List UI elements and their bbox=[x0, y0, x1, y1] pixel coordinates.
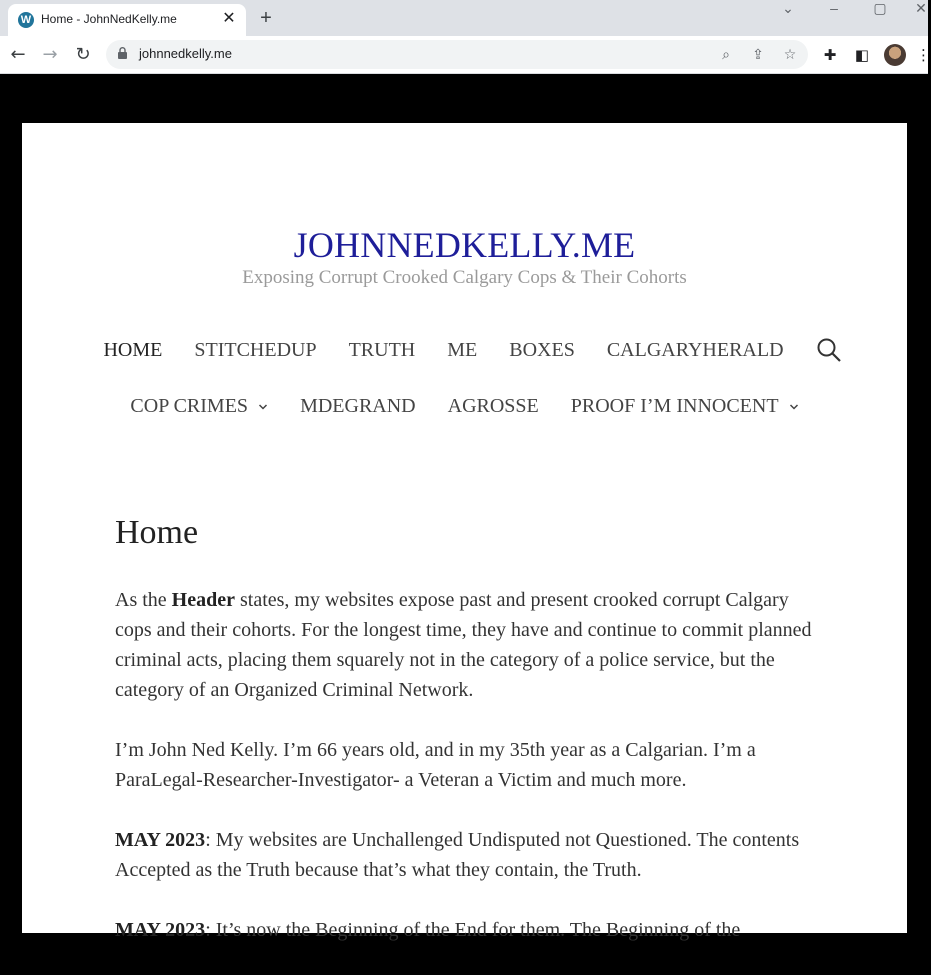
paragraph-about: I’m John Ned Kelly. I’m 66 years old, and in my 35th year as a Calgarian. I’m a ParaLegal-Researcher-Investigator- a Veteran a Victim and much more. bbox=[115, 739, 756, 791]
menu-item-home[interactable]: HOME bbox=[103, 338, 163, 361]
site-tagline: Exposing Corrupt Crooked Calgary Cops & Their Cohorts bbox=[242, 267, 687, 288]
wordpress-favicon-icon: W bbox=[18, 12, 34, 28]
menu-item-label: PROOF I’M INNOCENT bbox=[570, 395, 779, 417]
new-tab-icon[interactable]: + bbox=[260, 7, 272, 29]
tab-close-icon[interactable]: ✕ bbox=[222, 10, 236, 27]
menu-item-agrosse[interactable]: AGROSSE bbox=[447, 395, 539, 417]
menu-item-calgaryherald[interactable]: CALGARYHERALD bbox=[606, 338, 784, 361]
browser-toolbar bbox=[0, 36, 931, 74]
minimize-icon[interactable]: – bbox=[830, 0, 838, 16]
search-icon[interactable] bbox=[816, 337, 842, 363]
page-container bbox=[22, 123, 907, 941]
profile-avatar[interactable] bbox=[884, 44, 906, 66]
side-panel-icon[interactable]: ◧ bbox=[854, 46, 870, 64]
paragraph-intro: As the Header states, my websites expose past and present crooked corrupt Calgary cops and their cohorts. For the longest time, they have and continue to commit planned criminal acts, placing them squarely not in the category of a police service, but the category of an Organized Criminal Network. bbox=[115, 589, 812, 701]
menu-item-mdegrand[interactable]: MDEGRAND bbox=[300, 395, 416, 417]
address-bar[interactable] bbox=[106, 40, 808, 69]
chevron-down-icon bbox=[258, 402, 268, 412]
forward-icon[interactable]: → bbox=[42, 44, 58, 65]
back-icon[interactable]: ← bbox=[10, 44, 26, 65]
menu-item-truth[interactable]: TRUTH bbox=[348, 338, 416, 361]
page-title: Home bbox=[115, 514, 199, 551]
primary-menu-row-2 bbox=[22, 395, 907, 418]
chevron-down-icon bbox=[789, 402, 799, 412]
close-window-icon[interactable]: ✕ bbox=[915, 0, 927, 16]
maximize-icon[interactable]: ▢ bbox=[873, 0, 887, 16]
share-icon[interactable]: ⇪ bbox=[752, 47, 764, 63]
paragraph-may-2023-a: MAY 2023: My websites are Unchallenged Undisputed not Questioned. The contents Accepted as the Truth because that’s what they contain, the Truth. bbox=[115, 829, 800, 881]
url-text[interactable]: johnnedkelly.me bbox=[139, 46, 232, 61]
main-content bbox=[115, 511, 825, 975]
menu-item-cop-crimes[interactable] bbox=[130, 395, 268, 418]
extensions-puzzle-icon[interactable]: ✚ bbox=[823, 46, 837, 64]
primary-menu-row-1 bbox=[22, 337, 907, 363]
tab-search-chevron-icon[interactable]: ⌄ bbox=[782, 0, 794, 16]
menu-item-proof-im-innocent[interactable] bbox=[571, 395, 799, 418]
zoom-search-icon[interactable]: ⌕ bbox=[722, 47, 730, 63]
site-title[interactable]: JOHNNEDKELLY.ME bbox=[293, 225, 636, 265]
browser-tab[interactable] bbox=[8, 4, 246, 36]
lock-icon[interactable] bbox=[118, 47, 127, 59]
browser-tab-bar bbox=[0, 0, 928, 36]
menu-item-me[interactable]: ME bbox=[447, 338, 478, 361]
menu-item-label: COP CRIMES bbox=[130, 395, 249, 417]
menu-item-stitchedup[interactable]: STITCHEDUP bbox=[194, 338, 317, 361]
browser-menu-icon[interactable]: ⋮ bbox=[916, 46, 931, 64]
reload-icon[interactable]: ↻ bbox=[75, 44, 91, 65]
tab-title: Home - JohnNedKelly.me bbox=[41, 12, 177, 26]
bookmark-star-icon[interactable]: ☆ bbox=[783, 47, 797, 63]
paragraph-may-2023-b: MAY 2023: It’s now the Beginning of the End for them. The Beginning of the bbox=[115, 919, 741, 941]
menu-item-boxes[interactable]: BOXES bbox=[509, 338, 575, 361]
